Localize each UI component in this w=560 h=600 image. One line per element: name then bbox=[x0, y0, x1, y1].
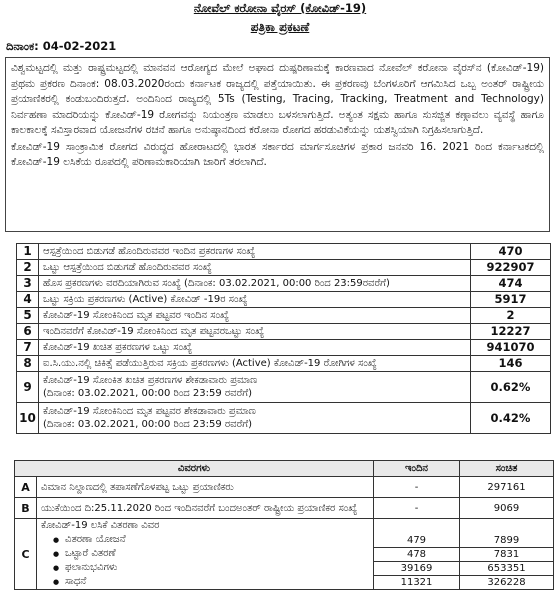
summary-row bbox=[15, 498, 554, 519]
stats-row-value: 941070 bbox=[471, 340, 551, 356]
stats-table bbox=[16, 243, 551, 434]
summary-row-label: ವಿಮಾನ ನಿಲ್ದಾಣದಲ್ಲಿ ತಪಾಸಣೆಗೊಳಪಟ್ಟ ಒಟ್ಟು ಪ್ರಯಾಣಿಕರು bbox=[37, 477, 374, 498]
vaccine-today-cell bbox=[374, 519, 460, 590]
stats-row-label-cell bbox=[39, 403, 471, 434]
stats-row-label: ಕೋವಿಡ್-19 ಸೋಂಕಿನಿಂದ ಮೃತ ಪಟ್ಟವರ ಇಂದಿನ ಸಂಖ್ಯೆ bbox=[39, 308, 471, 324]
summary-row-code: B bbox=[15, 498, 37, 519]
summary-row-label: ಯುಕೆಯಿಂದ ದಿ:25.11.2020 ರಿಂದ ಇಂದಿನವರೆಗೆ ಬಂದಅಂತರ್ ರಾಷ್ಟ್ರೀಯ ಪ್ರಯಾಣಿಕರ ಸಂಖ್ಯೆ bbox=[37, 498, 374, 519]
stats-row-value: 5917 bbox=[471, 292, 551, 308]
stats-row bbox=[17, 276, 551, 292]
stats-row-value: 470 bbox=[471, 244, 551, 260]
vaccine-details-cell bbox=[37, 519, 374, 590]
stats-row-label: ಒಟ್ಟು ಸಕ್ರಿಯ ಪ್ರಕರಣಗಳು (Active) ಕೋವಿಡ್ -19ರ ಸಂಖ್ಯೆ bbox=[39, 292, 471, 308]
vaccine-row-code: C bbox=[15, 519, 37, 590]
stats-row-number: 9 bbox=[17, 372, 39, 403]
stats-row-value: 2 bbox=[471, 308, 551, 324]
summary-header-details: ವಿವರಗಳು bbox=[15, 461, 374, 477]
vaccine-item-total: 7899 bbox=[460, 534, 553, 548]
stats-row-label: ಇಂದಿನವರೆಗೆ ಕೋವಿಡ್-19 ಸೋಂಕಿನಿಂದ ಮೃತ ಪಟ್ಟವರಒಟ್ಟು ಸಂಖ್ಯೆ bbox=[39, 324, 471, 340]
stats-row-label: ಕೋವಿಡ್-19 ಸೋಂಕಿತ ಖಚಿತ ಪ್ರಕರಣಗಳ ಶೇಕಡಾವಾರು ಪ್ರಮಾಣ bbox=[43, 375, 258, 386]
stats-row-number: 8 bbox=[17, 356, 39, 372]
vaccine-item-today: 39169 bbox=[374, 562, 459, 576]
summary-row-today: - bbox=[374, 498, 460, 519]
stats-row-label: ಒಟ್ಟು ಆಸ್ಪತ್ರೆಯಿಂದ ಬಿಡುಗಡೆ ಹೊಂದಿರುವವರ ಸಂಖ್ಯೆ bbox=[39, 260, 471, 276]
stats-row-label-cell bbox=[39, 372, 471, 403]
vaccine-item-total: 653351 bbox=[460, 562, 553, 576]
vaccine-item-label: ● ಫಲಾನುಭವಿಗಳು bbox=[65, 561, 373, 575]
stats-row-number: 6 bbox=[17, 324, 39, 340]
summary-header-total: ಸಂಚಿತ bbox=[460, 461, 554, 477]
intro-box bbox=[5, 57, 550, 232]
stats-row-label: ಐ.ಸಿ.ಯು.ನಲ್ಲಿ ಚಿಕಿತ್ಸೆ ಪಡೆಯುತ್ತಿರುವ ಸಕ್ರಿಯ ಪ್ರಕರಣಗಳು (Active) ಕೋವಿಡ್-19 ರೋಗಿಗಳ ಸಂಖ್ಯೆ bbox=[39, 356, 471, 372]
summary-table bbox=[14, 460, 554, 590]
stats-row-label: ಆಸ್ಪತ್ರೆಯಿಂದ ಬಿಡುಗಡೆ ಹೊಂದಿರುವವರ ಇಂದಿನ ಪ್ರಕರಣಗಳ ಸಂಖ್ಯೆ bbox=[39, 244, 471, 260]
summary-header-today: ಇಂದಿನ bbox=[374, 461, 460, 477]
stats-row-value: 922907 bbox=[471, 260, 551, 276]
stats-row bbox=[17, 403, 551, 434]
document-subtitle: ಪತ್ರಿಕಾ ಪ್ರಕಟಣೆ bbox=[250, 20, 310, 34]
vaccine-item-today: 11321 bbox=[400, 577, 433, 588]
summary-row-code: A bbox=[15, 477, 37, 498]
stats-row-value: 474 bbox=[471, 276, 551, 292]
vaccine-item-label: ● ವಿತರಣಾ ಯೋಜನೆ bbox=[65, 533, 373, 547]
stats-row-number: 4 bbox=[17, 292, 39, 308]
summary-row-total: 9069 bbox=[460, 498, 554, 519]
intro-paragraph-1: ವಿಶ್ವಮಟ್ಟದಲ್ಲಿ ಮತ್ತು ರಾಷ್ಟ್ರಮಟ್ಟದಲ್ಲಿ ಮಾನವನ ಆರೋಗ್ಯದ ಮೇಲೆ ಅಘಾದ ದುಷ್ಪರಿಣಾಮಕ್ಕೆ ಕಾರಣವಾದ ನೋವೆಲ್ ಕರೋನಾ ವೈರಸ್‌ನ (ಕೋವಿಡ್-19) ಪ್ರಥಮ ಪ್ರಕರಣ ದಿನಾಂಕ: 08.03.2020ರಂದು ಕರ್ನಾಟಕ ರಾಜ್ಯದಲ್ಲಿ ಪತ್ತೆಯಾಯಿತು. ಈ ಪ್ರಕರಣವು ಬೆಂಗಳೂರಿಗೆ ಆಗಮಿಸಿದ ಒಬ್ಬ ಅಂತರ್ ರಾಷ್ಟ್ರೀಯ ಪ್ರಯಾಣಿಕರಲ್ಲಿ ಕಂಡುಬಂದಿರುತ್ತದೆ. ಅಂದಿನಿಂದ ರಾಜ್ಯದಲ್ಲಿ 5Ts (Testing, Tracing, Tracking, Treatment and Technology) ನಿರ್ವಹಣಾ ಮಾದರಿಯನ್ನು ಕೋವಿಡ್-19 ರೋಗವನ್ನು ನಿಯಂತ್ರಣ ಮಾಡಲು ಬಳಸಲಾಗುತ್ತಿದೆ. ಅತ್ಯಂತ ಸಕ್ಷಮ ಹಾಗೂ ಸುಸಜ್ಜಿತ ಕಣ್ಗಾವಲು ವ್ಯವಸ್ಥೆ ಹಾಗೂ ಕಾಲಕಾಲಕ್ಕೆ ಸವಿಸ್ತಾರವಾದ ಯೋಜನೆಗಳ ರಚನೆ ಹಾಗೂ ಅನುಷ್ಠಾನದಿಂದ ಕರೋನಾ ರೋಗದ ಹರಡುವಿಕೆಯನ್ನು ಯಶಸ್ವಿಯಾಗಿ ನಿಗ್ರಹಿಸಲಾಗುತ್ತಿದೆ. bbox=[11, 62, 544, 136]
stats-row bbox=[17, 292, 551, 308]
stats-row-number: 1 bbox=[17, 244, 39, 260]
stats-row bbox=[17, 324, 551, 340]
vaccine-title: ಕೋವಿಡ್-19 ಲಸಿಕೆ ವಿತರಣಾ ವಿವರ bbox=[41, 520, 160, 531]
stats-row-label: ಹೊಸ ಪ್ರಕರಣಗಳು ವರದಿಯಾಗಿರುವ ಸಂಖ್ಯೆ (ದಿನಾಂಕ: 03.02.2021, 00:00 ರಿಂದ 23:59ರವರೆಗೆ) bbox=[39, 276, 471, 292]
summary-row-total: 297161 bbox=[460, 477, 554, 498]
stats-row-value: 12227 bbox=[471, 324, 551, 340]
vaccine-item-total: 7831 bbox=[460, 548, 553, 562]
intro-paragraph-2: ಕೋವಿಡ್-19 ಸಾಂಕ್ರಾಮಿಕ ರೋಗದ ವಿರುದ್ಧದ ಹೋರಾಟದಲ್ಲಿ ಭಾರತ ಸರ್ಕಾರದ ಮಾರ್ಗಸೂಚಿಗಳ ಪ್ರಕಾರ ಜನವರಿ 16. 2021 ರಿಂದ ಕರ್ನಾಟಕದಲ್ಲಿ ಕೋವಿಡ್-19 ಲಸಿಕೆಯ ರೂಪದಲ್ಲಿ ಪರಿಣಾಮಕಾರಿಯಾಗಿ ಜಾರಿಗೆ ತರಲಾಗಿದೆ. bbox=[11, 140, 544, 168]
stats-row-value: 146 bbox=[471, 356, 551, 372]
document-title: ನೋವೆಲ್ ಕರೋನಾ ವೈರಸ್ (ಕೋವಿಡ್-19) bbox=[193, 1, 367, 15]
vaccine-total-cell bbox=[460, 519, 554, 590]
summary-row bbox=[15, 477, 554, 498]
stats-row-number: 5 bbox=[17, 308, 39, 324]
vaccine-item-label: ● ಸಾಧನೆ bbox=[65, 575, 373, 589]
document-date: ದಿನಾಂಕ: 04-02-2021 bbox=[6, 39, 117, 53]
stats-row-value: 0.62% bbox=[471, 372, 551, 403]
vaccine-item-today: 478 bbox=[374, 548, 459, 562]
vaccine-item-today: 479 bbox=[374, 534, 459, 548]
stats-row-label: ಕೋವಿಡ್-19 ಸೋಂಕಿನಿಂದ ಮೃತ ಪಟ್ಟವರ ಶೇಕಡಾವಾರು ಪ್ರಮಾಣ bbox=[43, 406, 256, 417]
stats-row-number: 7 bbox=[17, 340, 39, 356]
stats-row-number: 10 bbox=[17, 403, 39, 434]
summary-row-today: - bbox=[374, 477, 460, 498]
stats-row-number: 3 bbox=[17, 276, 39, 292]
stats-row bbox=[17, 340, 551, 356]
stats-row-sublabel: (ದಿನಾಂಕ: 03.02.2021, 00:00 ರಿಂದ 23:59 ರವರೆಗೆ) bbox=[43, 388, 252, 399]
vaccine-list bbox=[37, 533, 373, 589]
stats-row bbox=[17, 356, 551, 372]
stats-row-number: 2 bbox=[17, 260, 39, 276]
vaccine-item-label: ● ಒಟ್ಟಾರೆ ವಿತರಣೆ bbox=[65, 547, 373, 561]
vaccine-item-total: 326228 bbox=[487, 577, 526, 588]
summary-header-row bbox=[15, 461, 554, 477]
stats-row bbox=[17, 260, 551, 276]
stats-row bbox=[17, 372, 551, 403]
stats-row-sublabel: (ದಿನಾಂಕ: 03.02.2021, 00:00 ರಿಂದ 23:59 ರವರೆಗೆ) bbox=[43, 419, 252, 430]
stats-row bbox=[17, 308, 551, 324]
vaccine-row bbox=[15, 519, 554, 590]
stats-row bbox=[17, 244, 551, 260]
document-header bbox=[0, 0, 560, 36]
stats-row-value: 0.42% bbox=[471, 403, 551, 434]
stats-row-label: ಕೋವಿಡ್-19 ಖಚಿತ ಪ್ರಕರಣಗಳ ಒಟ್ಟು ಸಂಖ್ಯೆ bbox=[39, 340, 471, 356]
